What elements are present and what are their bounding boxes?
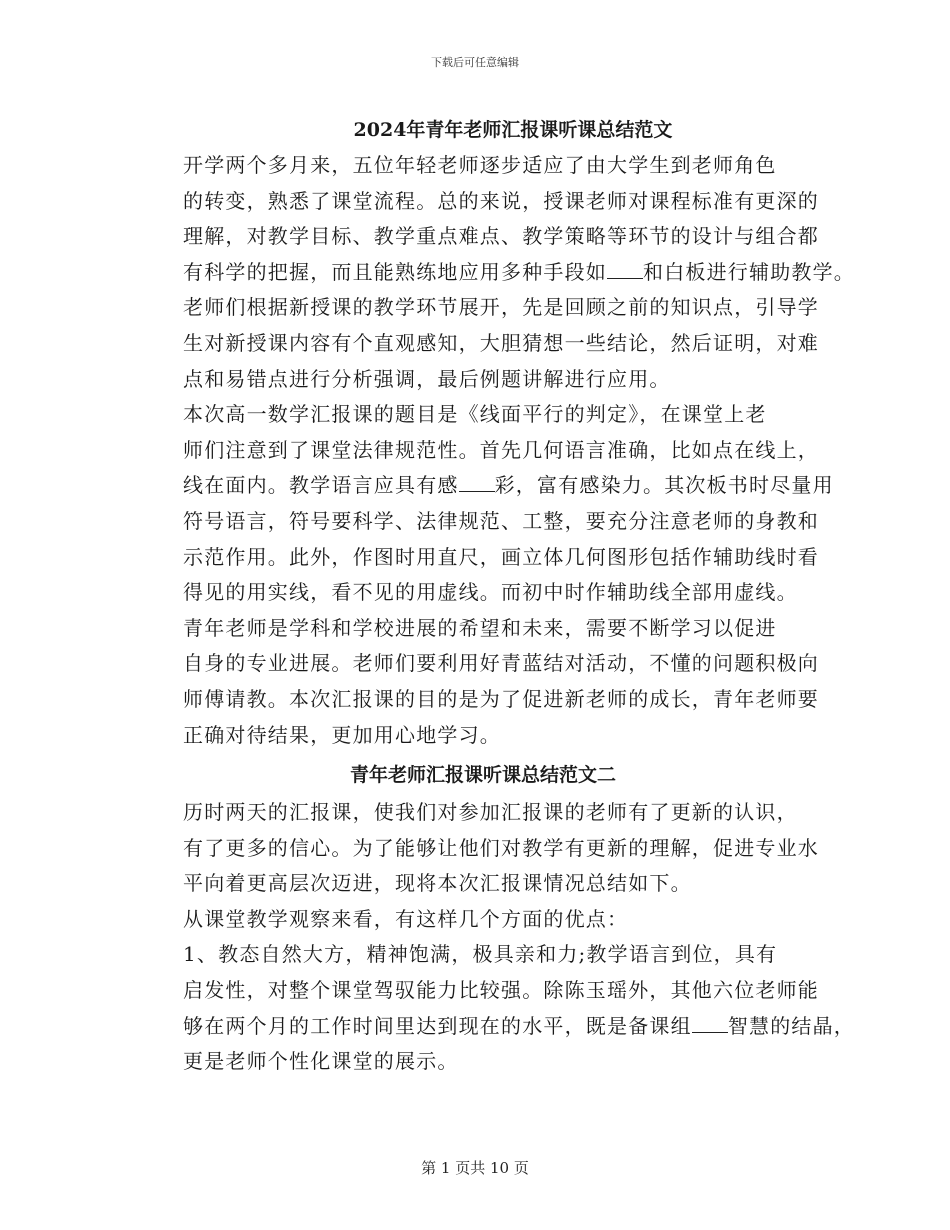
paragraph-1: [143, 148, 855, 397]
text-line: [143, 468, 834, 504]
text-segment: 有科学的把握，而且能熟练地应用多种手段如: [183, 259, 607, 284]
document-body: [143, 112, 856, 1080]
paragraph-5: [143, 902, 823, 938]
document-title: 2024年青年老师汇报课听课总结范文: [353, 119, 673, 141]
text-line: 老师们根据新授课的教学环节展开，先是回顾之前的知识点，引导学: [183, 295, 819, 320]
text-line: 1、教态自然大方，精神饱满，极具亲和力;教学语言到位，具有: [183, 942, 778, 967]
fill-blank: [607, 260, 643, 279]
paragraph-3: [143, 611, 823, 753]
text-line: 从课堂教学观察来看，有这样几个方面的优点：: [183, 906, 629, 931]
section-title: 青年老师汇报课听课总结范文二: [349, 764, 616, 787]
text-line: 历时两天的汇报课，使我们对参加汇报课的老师有了更新的认识，: [183, 800, 798, 825]
page-header: 下载后可任意编辑: [431, 56, 519, 69]
text-line: 开学两个多月来，五位年轻老师逐步适应了由大学生到老师角色: [183, 153, 777, 177]
text-segment: 线在面内。教学语言应具有感: [183, 473, 459, 498]
paragraph-2: [143, 397, 834, 611]
text-segment: 智慧的结晶，: [727, 1013, 856, 1038]
text-line: 得见的用实线，看不见的用虚线。而初中时作辅助线全部用虚线。: [183, 580, 798, 605]
paragraph-6: [143, 937, 856, 1079]
text-line: 本次高一数学汇报课的题目是《线面平行的判定》，在课堂上老: [183, 402, 767, 427]
text-line: 正确对待结果，更加用心地学习。: [183, 722, 501, 747]
text-line: 更是老师个性化课堂的展示。: [183, 1049, 459, 1074]
text-line: 示范作用。此外，作图时用直尺，画立体几何图形包括作辅助线时看: [183, 544, 819, 569]
fill-blank: [459, 473, 495, 492]
fill-blank: [692, 1014, 728, 1033]
text-line: 师傅请教。本次汇报课的目的是为了促进新老师的成长，青年老师要: [183, 686, 819, 711]
text-line: 的转变，熟悉了课堂流程。总的来说，授课老师对课程标准有更深的: [183, 188, 819, 213]
text-line: 生对新授课内容有个直观感知，大胆猜想一些结论，然后证明，对难: [183, 330, 819, 355]
text-line: 理解，对教学目标、教学重点难点、教学策略等环节的设计与组合都: [183, 224, 819, 249]
text-line: 有了更多的信心。为了能够让他们对教学有更新的理解，促进专业水: [183, 835, 819, 860]
text-segment: 够在两个月的工作时间里达到现在的水平，既是备课组: [183, 1013, 692, 1038]
text-line: 点和易错点进行分析强调，最后例题讲解进行应用。: [183, 366, 671, 391]
paragraph-4: [143, 795, 823, 902]
text-line: [143, 255, 855, 291]
text-line: 启发性，对整个课堂驾驭能力比较强。除陈玉瑶外，其他六位老师能: [183, 978, 819, 1003]
text-line: 自身的专业进展。老师们要利用好青蓝结对活动，不懂的问题积极向: [183, 651, 819, 676]
text-segment: 彩，富有感染力。其次板书时尽量用: [494, 473, 834, 498]
page-footer: 第 1 页共 10 页: [421, 1159, 529, 1177]
text-line: 师们注意到了课堂法律规范性。首先几何语言准确，比如点在线上，: [183, 437, 819, 462]
text-line: 平向着更高层次迈进，现将本次汇报课情况总结如下。: [183, 871, 692, 896]
text-line: 符号语言，符号要科学、法律规范、工整，要充分注意老师的身教和: [183, 508, 819, 533]
text-line: 青年老师是学科和学校进展的希望和未来，需要不断学习以促进: [183, 615, 777, 640]
text-segment: 和白板进行辅助教学。: [643, 259, 855, 284]
text-line: [143, 1009, 856, 1045]
